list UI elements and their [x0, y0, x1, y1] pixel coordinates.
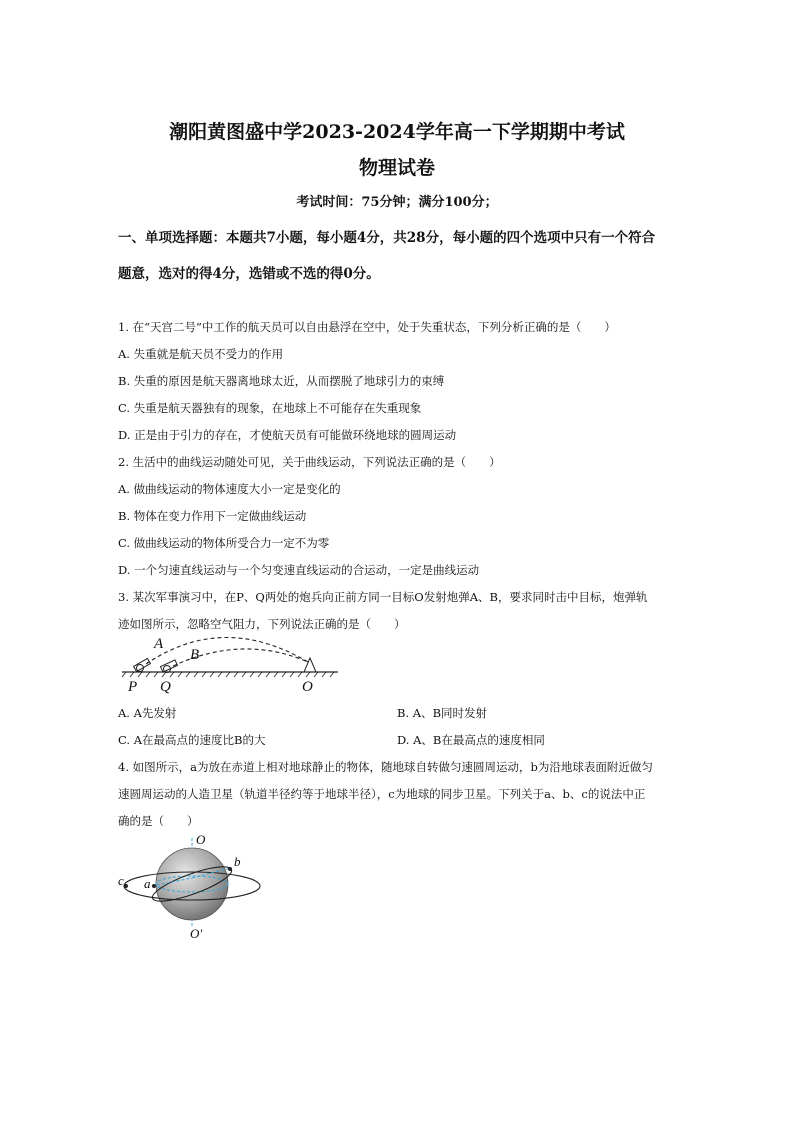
q2-option-c: C. 做曲线运动的物体所受合力一定不为零 — [118, 536, 330, 550]
label-o: O — [302, 679, 313, 695]
label-p: P — [128, 679, 138, 695]
label-c-sat: c — [118, 873, 124, 888]
section-heading-line1: 一、单项选择题：本题共7小题，每小题4分，共28分，每小题的四个选项中只有一个符合 — [118, 230, 656, 246]
q1-option-a: A. 失重就是航天员不受力的作用 — [118, 347, 284, 361]
q2-option-b: B. 物体在变力作用下一定做曲线运动 — [118, 509, 307, 523]
exam-info: 考试时间：75分钟；满分100分； — [296, 195, 498, 210]
q4-stem-line1: 4. 如图所示，a为放在赤道上相对地球静止的物体，随地球自转做匀速圆周运动，b为沿地球表面附近做匀 — [118, 760, 653, 774]
section-heading-line2: 题意，选对的得4分，选错或不选的得0分。 — [118, 266, 380, 282]
trajectory-a-path — [146, 637, 308, 664]
q2-option-d: D. 一个匀速直线运动与一个匀变速直线运动的合运动，一定是曲线运动 — [118, 563, 480, 577]
q3-option-a: A. A先发射 — [118, 706, 177, 720]
exam-title: 潮阳黄图盛中学2023-2024学年高一下学期期中考试 — [169, 121, 625, 143]
q3-trajectory-figure — [118, 624, 348, 694]
q3-stem-line2: 迹如图所示，忽略空气阻力，下列说法正确的是（ ） — [118, 617, 406, 631]
satellite-c-marker — [124, 884, 128, 888]
q2-option-a: A. 做曲线运动的物体速度大小一定是变化的 — [118, 482, 341, 496]
label-a: A — [154, 636, 164, 652]
subject-title: 物理试卷 — [358, 157, 435, 179]
q1-option-b: B. 失重的原因是航天器离地球太近，从而摆脱了地球引力的束缚 — [118, 374, 445, 388]
q3-option-c: C. A在最高点的速度比B的大 — [118, 733, 266, 747]
q1-stem: 1. 在“天宫二号”中工作的航天员可以自由悬浮在空中，处于失重状态，下列分析正确的是（ ） — [118, 320, 616, 334]
q4-earth-orbit-figure — [116, 830, 276, 940]
cannon-p-icon — [134, 658, 151, 671]
label-b: B — [190, 647, 200, 663]
ground-hatching — [122, 672, 334, 677]
cannon-q-icon — [160, 660, 177, 673]
label-o-prime: O′ — [190, 926, 203, 941]
q3-option-d: D. A、B在最高点的速度相同 — [397, 733, 545, 747]
satellite-b-marker — [228, 867, 232, 871]
q1-option-c: C. 失重是航天器独有的现象，在地球上不可能存在失重现象 — [118, 401, 422, 415]
q2-stem: 2. 生活中的曲线运动随处可见，关于曲线运动，下列说法正确的是（ ） — [118, 455, 501, 469]
object-a-marker — [152, 884, 156, 888]
q3-option-b: B. A、B同时发射 — [397, 706, 488, 720]
label-q: Q — [160, 679, 171, 695]
q1-option-d: D. 正是由于引力的存在，才使航天员有可能做环绕地球的圆周运动 — [118, 428, 457, 442]
label-b-sat: b — [234, 854, 241, 869]
q3-stem-line1: 3. 某次军事演习中，在P、Q两处的炮兵向正前方同一目标O发射炮弹A、B，要求同时击中目标，炮弹轨 — [118, 590, 648, 604]
q4-stem-line2: 速圆周运动的人造卫星（轨道半径约等于地球半径），c为地球的同步卫星。下列关于a、b、c的说法中正 — [118, 787, 646, 801]
q4-stem-line3: 确的是（ ） — [118, 814, 199, 828]
label-o-top: O — [196, 832, 206, 847]
label-a-obj: a — [144, 876, 151, 891]
